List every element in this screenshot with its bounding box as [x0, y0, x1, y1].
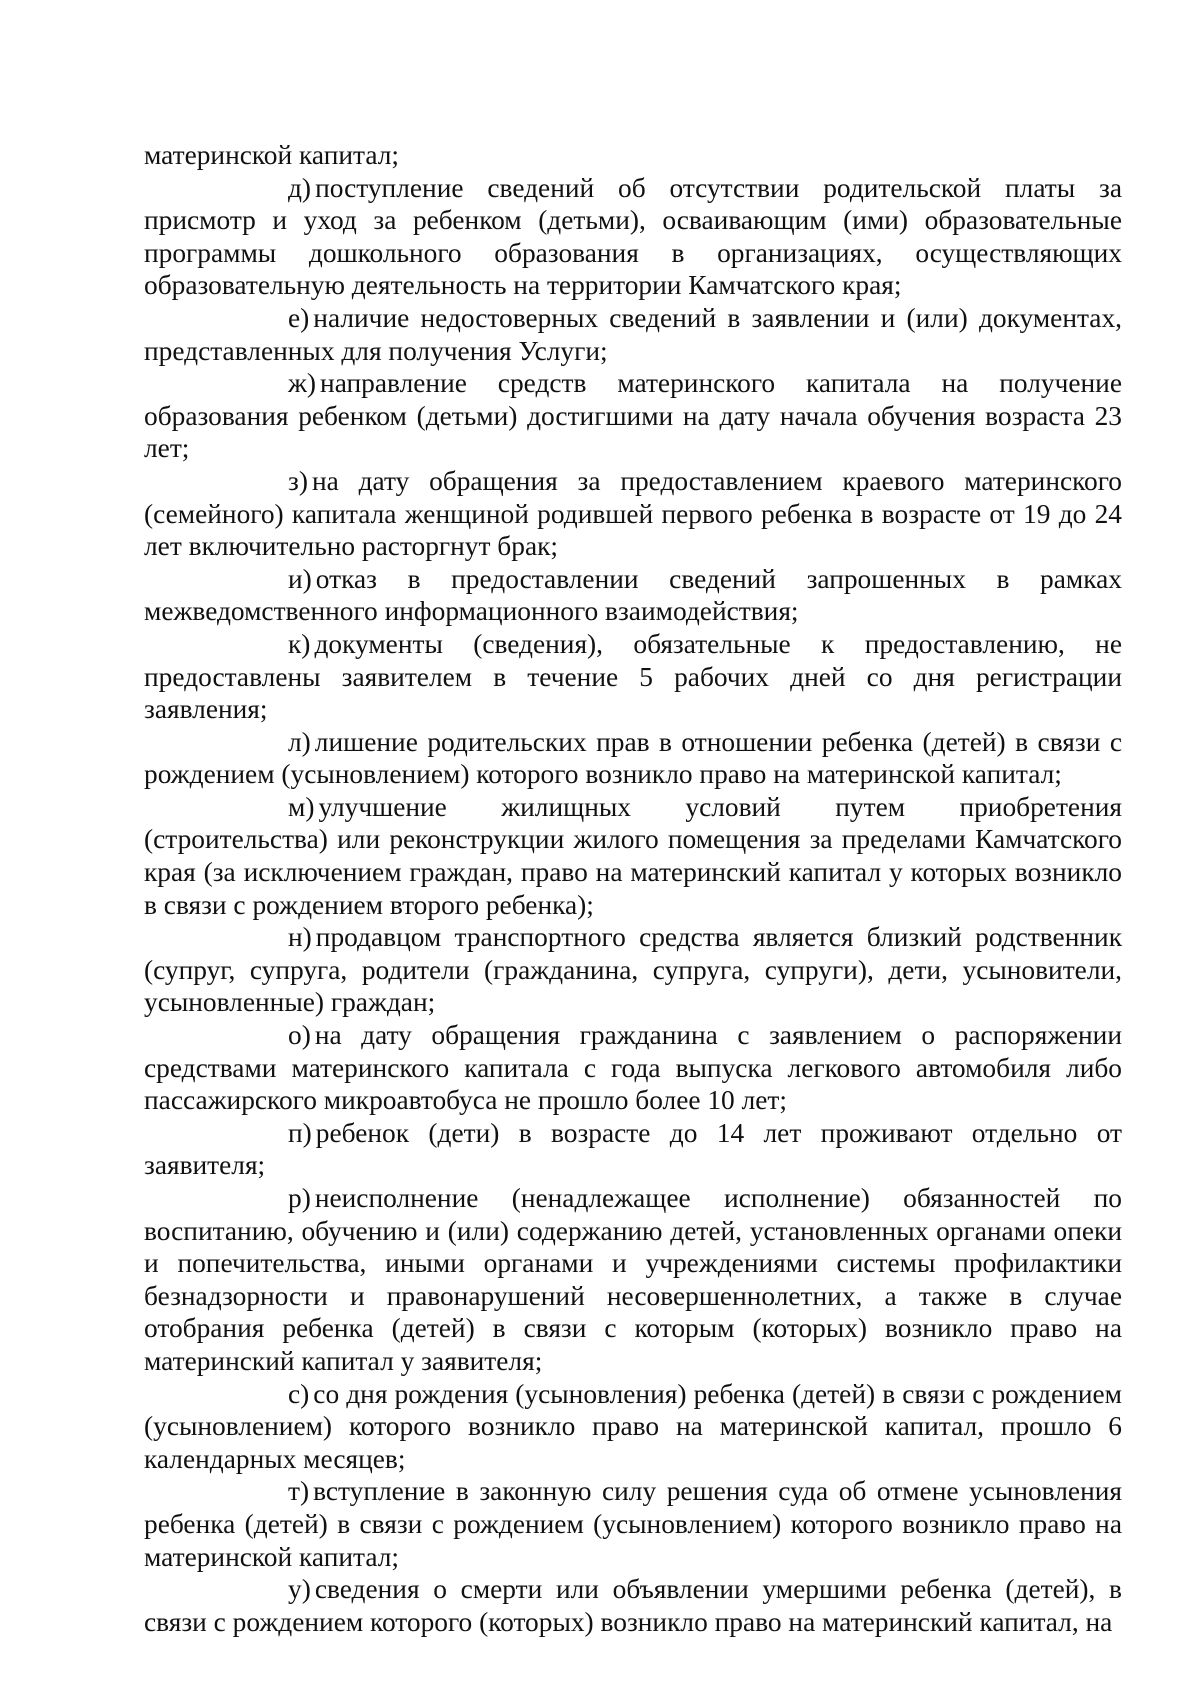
item-marker: к): [288, 628, 311, 659]
list-item: [144, 1378, 1122, 1476]
item-marker: п): [288, 1117, 312, 1148]
item-marker: д): [288, 172, 312, 203]
item-text: направление средств материнского капитала на получение образования ребенком (детьми) достигшими на дату начала обучения возраста 23 лет;: [144, 368, 1122, 464]
list-item: [144, 726, 1122, 791]
item-text: лишение родительских прав в отношении ребенка (детей) в связи с рождением (усыновлением) которого возникло право на материнской капитал;: [144, 726, 1122, 790]
item-text: ребенок (дети) в возрасте до 14 лет проживают отдельно от заявителя;: [144, 1117, 1122, 1181]
item-marker: с): [288, 1378, 310, 1409]
item-text: улучшение жилищных условий путем приобретения (строительства) или реконструкции жилого помещения за пределами Камчатского края (за исключением граждан, право на материнский капитал у которых возникло в связи с рождением второго ребенка);: [144, 791, 1122, 920]
item-text: на дату обращения за предоставлением краевого материнского (семейного) капитала женщиной родившей первого ребенка в возрасте от 19 до 24 лет включительно расторгнут брак;: [144, 465, 1122, 562]
item-text: на дату обращения гражданина с заявлением о распоряжении средствами материнского капитала с года выпуска легкового автомобиля либо пассажирского микроавтобуса не прошло более 10 лет;: [144, 1020, 1122, 1116]
item-text: со дня рождения (усыновления) ребенка (детей) в связи с рождением (усыновлением) которого возникло право на материнской капитал, прошло 6 календарных месяцев;: [144, 1378, 1122, 1474]
list-item: [144, 1019, 1122, 1117]
item-marker: н): [288, 922, 312, 953]
list-item: [144, 465, 1122, 563]
list-item: [144, 921, 1122, 1019]
item-marker: е): [288, 302, 310, 333]
list-item: [144, 1117, 1122, 1182]
list-item: [144, 1182, 1122, 1378]
item-text: сведения о смерти или объявлении умершими ребенка (детей), в связи с рождением которого (которых) возникло право на материнский капитал, на: [144, 1574, 1122, 1637]
item-text: неисполнение (ненадлежащее исполнение) обязанностей по воспитанию, обучению и (или) содержанию детей, установленных органами опеки и попечительства, иными органами и учреждениями системы профилактики безнадзорности и правонарушений несовершеннолетних, а также в случае отобрания ребенка (детей) в связи с которым (которых) возникло право на материнский капитал у заявителя;: [144, 1183, 1122, 1376]
item-text: наличие недостоверных сведений в заявлении и (или) документах, представленных для получения Услуги;: [144, 302, 1122, 366]
item-marker: о): [288, 1020, 311, 1051]
lead-line: материнской капитал;: [144, 140, 399, 170]
item-marker: л): [288, 726, 311, 757]
item-marker: т): [288, 1476, 310, 1507]
item-marker: и): [288, 563, 312, 594]
list-item: [144, 1475, 1122, 1573]
item-marker: з): [288, 465, 308, 496]
list-item: [144, 791, 1122, 921]
item-text: отказ в предоставлении сведений запрошенных в рамках межведомственного информационного взаимодействия;: [144, 563, 1122, 627]
item-text: вступление в законную силу решения суда об отмене усыновления ребенка (детей) в связи с рождением (усыновлением) которого возникло право на материнской капитал;: [144, 1476, 1122, 1572]
list-item: [144, 1573, 1122, 1638]
item-text: продавцом транспортного средства является близкий родственник (супруг, супруга, родители (гражданина, супруга, супруги), дети, усыновители, усыновленные) граждан;: [144, 922, 1122, 1018]
item-marker: м): [288, 791, 315, 822]
list-item: [144, 172, 1122, 302]
list-item: [144, 628, 1122, 726]
item-marker: ж): [288, 368, 317, 399]
item-text: документы (сведения), обязательные к предоставлению, не предоставлены заявителем в течение 5 рабочих дней со дня регистрации заявления;: [144, 628, 1122, 725]
document-body: [144, 139, 1122, 1638]
item-marker: р): [288, 1183, 311, 1213]
list-item: [144, 563, 1122, 628]
list-item: [144, 367, 1122, 465]
list-item: [144, 302, 1122, 367]
item-marker: у): [288, 1574, 311, 1605]
item-text: поступление сведений об отсутствии родительской платы за присмотр и уход за ребенком (детьми), осваивающим (ими) образовательные программы дошкольного образования в организациях, осуществляющих образовательную деятельность на территории Камчатского края;: [144, 172, 1122, 301]
